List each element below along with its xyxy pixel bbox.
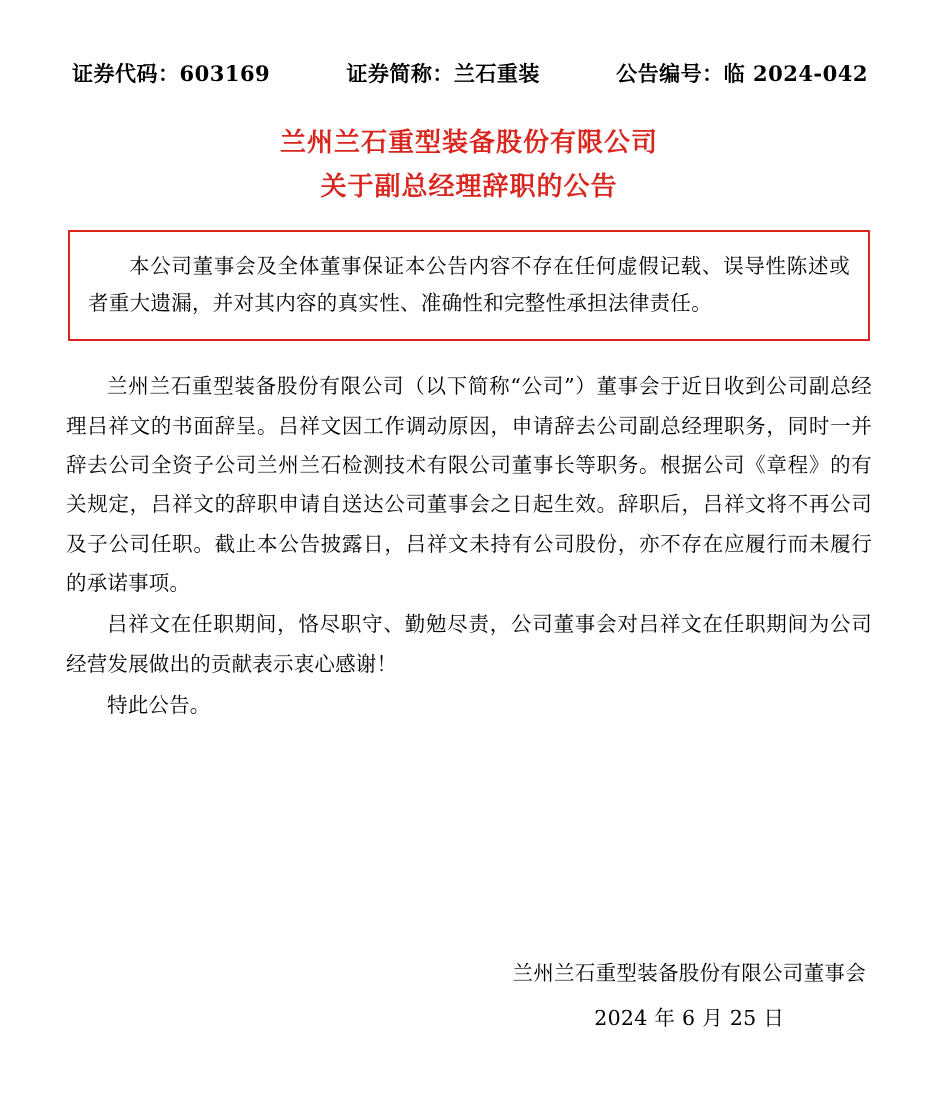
signature-date: 2024 年 6 月 25 日 (594, 1005, 785, 1030)
document-header (66, 58, 872, 88)
body-paragraph-2: 吕祥文在任职期间，恪尽职守、勤勉尽责，公司董事会对吕祥文在任职期间为公司经营发展做出的贡献表示衷心感谢！ (66, 612, 872, 676)
signature-block (512, 951, 866, 1041)
title-subject: 关于副总经理辞职的公告 (320, 172, 618, 203)
disclaimer-text: 本公司董事会及全体董事保证本公告内容不存在任何虚假记载、误导性陈述或者重大遗漏，并对其内容的真实性、准确性和完整性承担法律责任。 (88, 254, 850, 315)
announcement-number: 公告编号：临 2024-042 (616, 61, 868, 86)
title-company-name: 兰州兰石重型装备股份有限公司 (279, 128, 658, 158)
body-paragraph-3: 特此公告。 (107, 693, 211, 718)
announcement-body (66, 367, 872, 725)
disclaimer-box (68, 230, 870, 341)
stock-name: 证券简称：兰石重装 (346, 61, 540, 86)
page-title (66, 122, 872, 208)
stock-code: 证券代码：603169 (72, 61, 271, 86)
body-paragraph-1: 兰州兰石重型装备股份有限公司（以下简称“公司”）董事会于近日收到公司副总经理吕祥文的书面辞呈。吕祥文因工作调动原因，申请辞去公司副总经理职务，同时一并辞去公司全资子公司兰州兰石检测技术有限公司董事长等职务。根据公司《章程》的有关规定，吕祥文的辞职申请自送达公司董事会之日起生效。辞职后，吕祥文将不再公司及子公司任职。截止本公告披露日，吕祥文未持有公司股份，亦不存在应履行而未履行的承诺事项。 (66, 374, 872, 595)
signature-company: 兰州兰石重型装备股份有限公司董事会 (512, 960, 866, 985)
